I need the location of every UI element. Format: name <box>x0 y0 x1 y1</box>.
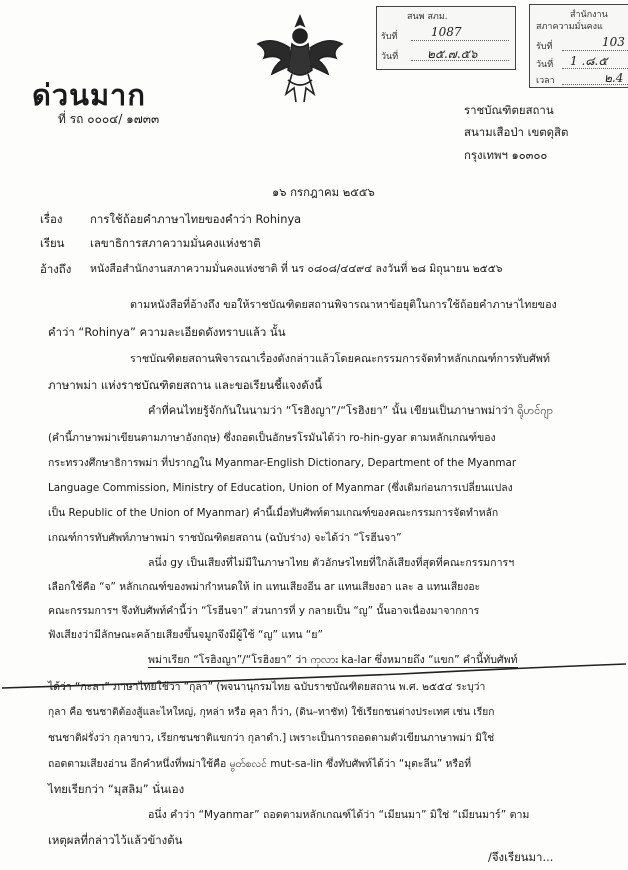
stamp-1-recv-value: 1087 <box>431 25 462 39</box>
stamp-1-date-label: วันที่ <box>381 52 399 62</box>
stamp-2-date-label: วันที่ <box>536 60 554 70</box>
sender-address-line-1: ราชบัณฑิตยสถาน <box>464 103 554 117</box>
document-reference-number: ที่ รถ ๐๐๐๔/ ๑๗๓๓ <box>58 112 160 126</box>
reference-label: อ้างถึง <box>40 262 72 276</box>
stamp-2-line2: สภาความมั่นคงแ <box>536 22 603 32</box>
body-line: ราชบัณฑิตยสถานพิจารณาเรื่องดังกล่าวแล้วโดยคณะกรรมการจัดทำหลักเกณฑ์การทับศัพท์ <box>130 352 551 365</box>
receipt-stamp-2 <box>529 4 628 88</box>
garuda-emblem <box>252 10 348 108</box>
urgent-heading: ด่วนมาก <box>32 78 146 112</box>
stamp-2-line1: สำนักงาน <box>570 10 608 20</box>
continuation-note: /จึงเรียนมา... <box>488 850 554 864</box>
body-line: คำที่คนไทยรู้จักกันในนามว่า “โรฮิงญา”/“โรฮิงยา” นั้น เขียนเป็นภาษาพม่าว่า ရိုဟင်ဂျာ <box>148 404 553 417</box>
subject-label: เรื่อง <box>40 212 63 226</box>
body-line: ตามหนังสือที่อ้างถึง ขอให้ราชบัณฑิตยสถานพิจารณาหาข้อยุติในการใช้ถ้อยคำภาษาไทยของ <box>130 298 557 311</box>
stamp-1-recv-label: รับที่ <box>381 32 398 42</box>
body-line: ชนชาติฝรั่งว่า กุลาขาว, เรียกชนชาติแขกว่า กุลาดำ.] เพราะเป็นการถอดตามตัวเขียนภาษาพม่า มิใช่ <box>48 732 495 744</box>
body-line: ไทยเรียกว่า “มุสลิม” นั่นเอง <box>48 782 185 796</box>
body-line: เลือกใช้คือ “จ” หลักเกณฑ์ของพม่ากำหนดให้ in แทนเสียงอีน ar แทนเสียงอา และ a แทนเสียงอะ <box>48 581 481 593</box>
stamp-1-org: สนพ สภม. <box>407 12 448 22</box>
addressee-text: เลขาธิการสภาความมั่นคงแห่งชาติ <box>90 236 261 250</box>
stamp-2-date-value: 1 .๘.๕ <box>570 54 608 68</box>
stamp-1-date-value: ๒๕.๗.๕๖ <box>427 47 478 61</box>
stamp-2-recv-label: รับที่ <box>536 42 553 52</box>
stamp-2-time-value: ๒.4 <box>604 71 624 85</box>
body-line: ภาษาพม่า แห่งราชบัณฑิตยสถาน และขอเรียนชี้แจงดังนี้ <box>48 378 323 392</box>
letter-date: ๑๖ กรกฎาคม ๒๕๕๖ <box>272 185 375 199</box>
sender-address-line-2: สนามเสือป่า เขตดุสิต <box>464 125 569 139</box>
body-line: เกณฑ์การทับศัพท์ภาษาพม่า ราชบัณฑิตยสถาน (ฉบับร่าง) จะได้ว่า “โรฮีนจา” <box>48 532 402 544</box>
body-line: ลนึ่ง gy เป็นเสียงที่ไม่มีในภาษาไทย ตัวอักษรไทยที่ใกล้เสียงที่สุดที่คณะกรรมการฯ <box>148 557 515 569</box>
body-line: คณะกรรมการฯ จึงทับศัพท์คำนี้ว่า “โรฮีนจา” ส่วนการที่ y กลายเป็น “ญ” นั้นอาจเนื่องมาจากการ <box>48 605 480 617</box>
body-line: อนึ่ง คำว่า “Myanmar” ถอดตามหลักเกณฑ์ได้ว่า “เมียนมา” มิใช่ “เมียนมาร์” ตาม <box>148 809 530 821</box>
body-line: เหตุผลที่กล่าวไว้แล้วข้างต้น <box>48 833 183 847</box>
receipt-stamp-1 <box>376 6 516 70</box>
body-line: ฟังเสียงว่ามีลักษณะคล้ายเสียงขึ้นจมูกจึงมีผู้ใช้ “ญ” แทน “ย” <box>48 629 323 641</box>
body-line: กุลา คือ ชนชาติต้องสู้และไหใหญ่, กุหล่า หรือ คุลา ก็ว่า, (ดิน–ทาชัท) ใช้เรียกชนต่างประเทศ เช่น เรียก <box>48 707 495 718</box>
body-line: คำว่า “Rohinya” ความละเอียดดังทราบแล้ว นั้น <box>48 325 286 339</box>
body-line: พม่าเรียก “โรฮิงญา”/“โรฮิงยา” ว่า ကုလား ka-lar ซึ่งหมายถึง “แขก” คำนี้ทับศัพท์ <box>148 654 518 666</box>
body-line: (คำนี้ภาษาพม่าเขียนตามภาษาอังกฤษ) ซึ่งถอดเป็นอักษรโรมันได้ว่า ro-hin-gyar ตามหลักเกณฑ์ของ <box>48 432 496 444</box>
stamp-2-recv-value: 103 <box>602 35 625 49</box>
subject-text: การใช้ถ้อยคำภาษาไทยของคำว่า Rohinya <box>90 212 302 226</box>
body-line: ได้ว่า “กะลา” ภาษาไทยใช้ว่า “กุลา” (พจนานุกรมไทย ฉบับราชบัณฑิตยสถาน พ.ศ. ๒๕๕๔ ระบุว่า <box>48 681 486 693</box>
stamp-2-time-label: เวลา <box>536 76 555 86</box>
addressee-label: เรียน <box>40 236 65 250</box>
body-line: เป็น Republic of the Union of Myanmar) คำนี้เมื่อทับศัพท์ตามเกณฑ์ของคณะกรรมการจัดทำหลัก <box>48 507 499 519</box>
sender-address-line-3: กรุงเทพฯ ๑๐๓๐๐ <box>464 148 548 162</box>
reference-text: หนังสือสำนักงานสภาความมั่นคงแห่งชาติ ที่ นร ๐๘๐๘/๔๔๙๔ ลงวันที่ ๒๘ มิถุนายน ๒๕๕๖ <box>90 263 503 275</box>
body-line: Language Commission, Ministry of Education, Union of Myanmar (ซึ่งเดิมก่อนการเปลี่ยนแปลง <box>48 482 513 494</box>
body-line: กระทรวงศึกษาธิการพม่า ที่ปรากฏใน Myanmar-English Dictionary, Department of the Myanmar <box>48 457 517 469</box>
body-line: ถอดตามเสียงอ่าน อีกคำหนึ่งที่พม่าใช้คือ မွတ်စလင် mut-sa-lin ซึ่งทับศัพท์ได้ว่า “มุตะลีน” หรือที่ <box>48 758 472 770</box>
